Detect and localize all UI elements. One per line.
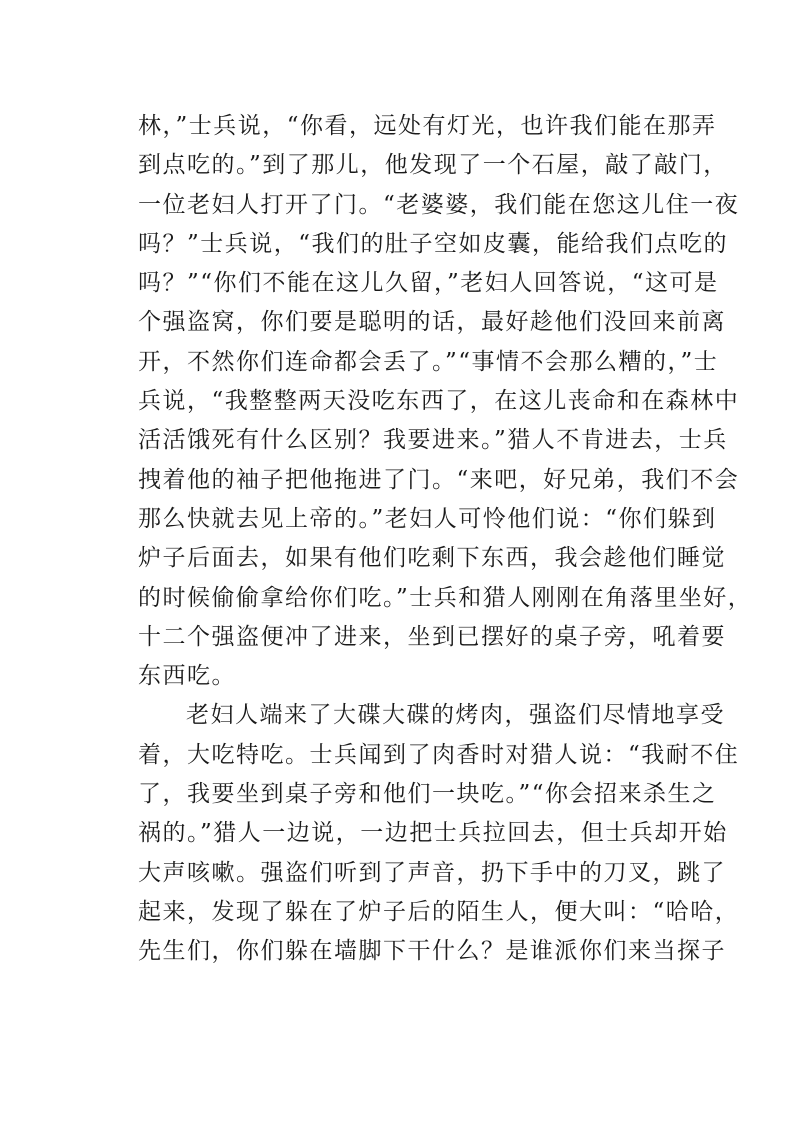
text-line: 吗？”“你们不能在这儿久留，”老妇人回答说，“这可是 [138,270,719,297]
text-line: 开，不然你们连命都会丢了。”“事情不会那么糟的，”士 [138,348,719,375]
text-line: 十二个强盗便冲了进来，坐到已摆好的桌子旁，吼着要 [138,623,726,650]
text-line: 兵说，“我整整两天没吃东西了，在这儿丧命和在森林中 [138,388,740,415]
text-line: 的时候偷偷拿给你们吃。”士兵和猎人刚刚在角落里坐好， [138,584,753,611]
text-line: 大声咳嗽。强盗们听到了声音，扔下手中的刀叉，跳了 [138,859,726,886]
text-line: 一位老妇人打开了门。“老婆婆，我们能在您这儿住一夜 [138,191,740,218]
text-line: 吗？”士兵说，“我们的肚子空如皮囊，能给我们点吃的 [138,230,729,257]
text-line: 了，我要坐到桌子旁和他们一块吃。”“你会招来杀生之 [138,781,717,808]
text-line: 先生们，你们躲在墙脚下干什么？是谁派你们来当探子 [138,938,726,965]
text-line: 起来，发现了躲在了炉子后的陌生人，便大叫：“哈哈， [138,898,740,925]
text-line: 活活饿死有什么区别？我要进来。”猎人不肯进去，士兵 [138,427,728,454]
text-line: 炉子后面去，如果有他们吃剩下东西，我会趁他们睡觉 [138,545,726,572]
text-line: 个强盗窝，你们要是聪明的话，最好趁他们没回来前离 [138,309,726,336]
text-line: 到点吃的。”到了那儿，他发现了一个石屋，敲了敲门， [138,152,728,179]
text-line: 祸的。”猎人一边说，一边把士兵拉回去，但士兵却开始 [138,820,728,847]
text-line: 那么快就去见上帝的。”老妇人可怜他们说：“你们躲到 [138,505,717,532]
text-line: 东西吃。 [138,663,236,690]
text-line: 林，”士兵说，“你看，远处有灯光，也许我们能在那弄 [138,113,717,139]
text-line: 着，大吃特吃。士兵闻到了肉香时对猎人说：“我耐不住 [138,741,740,768]
paragraph-start-line: 老妇人端来了大碟大碟的烤肉，强盗们尽情地享受 [186,702,725,729]
body-text [138,107,753,972]
text-line: 拽着他的袖子把他拖进了门。“来吧，好兄弟，我们不会 [138,466,740,493]
